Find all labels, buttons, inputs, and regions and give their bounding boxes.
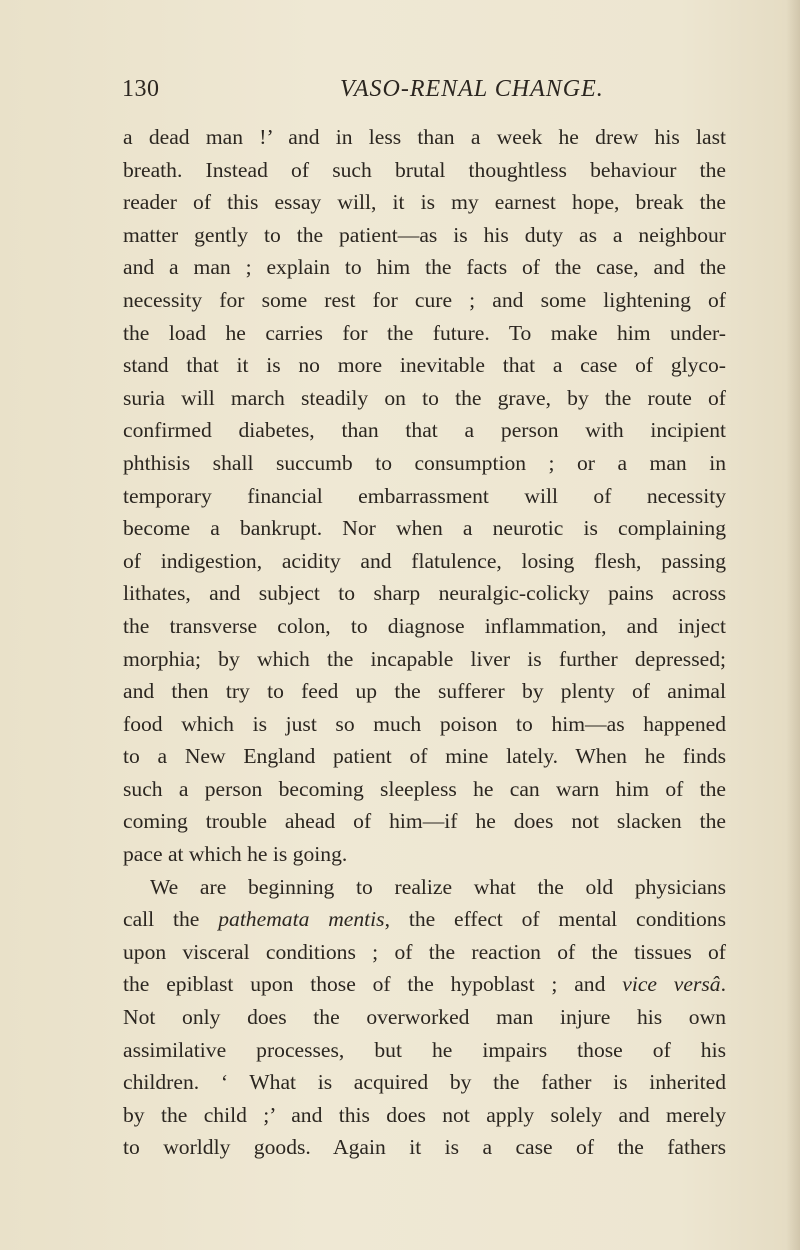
text-line: coming trouble ahead of him—if he does not slacken the bbox=[123, 809, 726, 834]
text-line: suria will march steadily on to the grave, by the route of bbox=[123, 385, 726, 410]
text-segment: the epiblast upon those of the hypoblast ; and bbox=[123, 972, 623, 997]
text-line bbox=[123, 903, 726, 936]
text-line: by the child ;’ and this does not apply solely and merely bbox=[123, 1102, 726, 1127]
text-line: pace at which he is going. bbox=[123, 842, 348, 867]
text-line: a dead man !’ and in less than a week he drew his last bbox=[123, 125, 726, 149]
text-line: the transverse colon, to diagnose inflammation, and inject bbox=[123, 613, 726, 638]
text-line: the load he carries for the future. To make him under- bbox=[123, 320, 726, 345]
text-line: lithates, and subject to sharp neuralgic-colicky pains across bbox=[123, 581, 726, 606]
text-line: and then try to feed up the sufferer by plenty of animal bbox=[123, 679, 726, 704]
italic-phrase: pathemata mentis bbox=[218, 907, 385, 932]
text-segment: call the bbox=[123, 907, 219, 932]
text-line: phthisis shall succumb to consumption ; or a man in bbox=[123, 450, 726, 475]
text-line: necessity for some rest for cure ; and some lightening of bbox=[123, 287, 726, 312]
text-line: become a bankrupt. Nor when a neurotic is complaining bbox=[123, 516, 726, 541]
page-number: 130 bbox=[122, 76, 160, 102]
text-line: stand that it is no more inevitable that a case of glyco- bbox=[123, 353, 726, 378]
text-line: temporary financial embarrassment will of necessity bbox=[123, 483, 726, 508]
text-line: confirmed diabetes, than that a person with incipient bbox=[123, 418, 726, 443]
text-line: to a New England patient of mine lately. When he finds bbox=[123, 744, 726, 769]
text-segment: , the effect of mental conditions bbox=[384, 907, 726, 932]
text-line: morphia; by which the incapable liver is further depressed; bbox=[123, 646, 726, 671]
text-line bbox=[123, 968, 726, 1001]
text-line: and a man ; explain to him the facts of the case, and the bbox=[123, 255, 726, 280]
text-segment: . bbox=[720, 972, 726, 997]
text-line: We are beginning to realize what the old physicians bbox=[150, 874, 726, 899]
page-edge-shadow bbox=[786, 0, 800, 1250]
text-line: of indigestion, acidity and flatulence, losing flesh, passing bbox=[123, 548, 726, 573]
running-header bbox=[122, 76, 722, 110]
text-line: upon visceral conditions ; of the reaction of the tissues of bbox=[123, 939, 726, 964]
text-line: children. ‘ What is acquired by the father is inherited bbox=[123, 1070, 726, 1095]
text-line: Not only does the overworked man injure his own bbox=[123, 1005, 726, 1030]
text-line: such a person becoming sleepless he can warn him of the bbox=[123, 776, 726, 801]
text-line: matter gently to the patient—as is his duty as a neighbour bbox=[123, 222, 726, 247]
italic-phrase: vice versâ bbox=[622, 972, 721, 997]
text-line: breath. Instead of such brutal thoughtless behaviour the bbox=[123, 157, 726, 182]
text-line: assimilative processes, but he impairs those of his bbox=[123, 1037, 726, 1062]
text-line: to worldly goods. Again it is a case of the fathers bbox=[123, 1135, 726, 1160]
text-line: food which is just so much poison to him—as happened bbox=[123, 711, 726, 736]
body-text bbox=[123, 121, 726, 1164]
text-line: reader of this essay will, it is my earnest hope, break the bbox=[123, 190, 726, 215]
running-title: VASO-RENAL CHANGE. bbox=[340, 76, 604, 102]
